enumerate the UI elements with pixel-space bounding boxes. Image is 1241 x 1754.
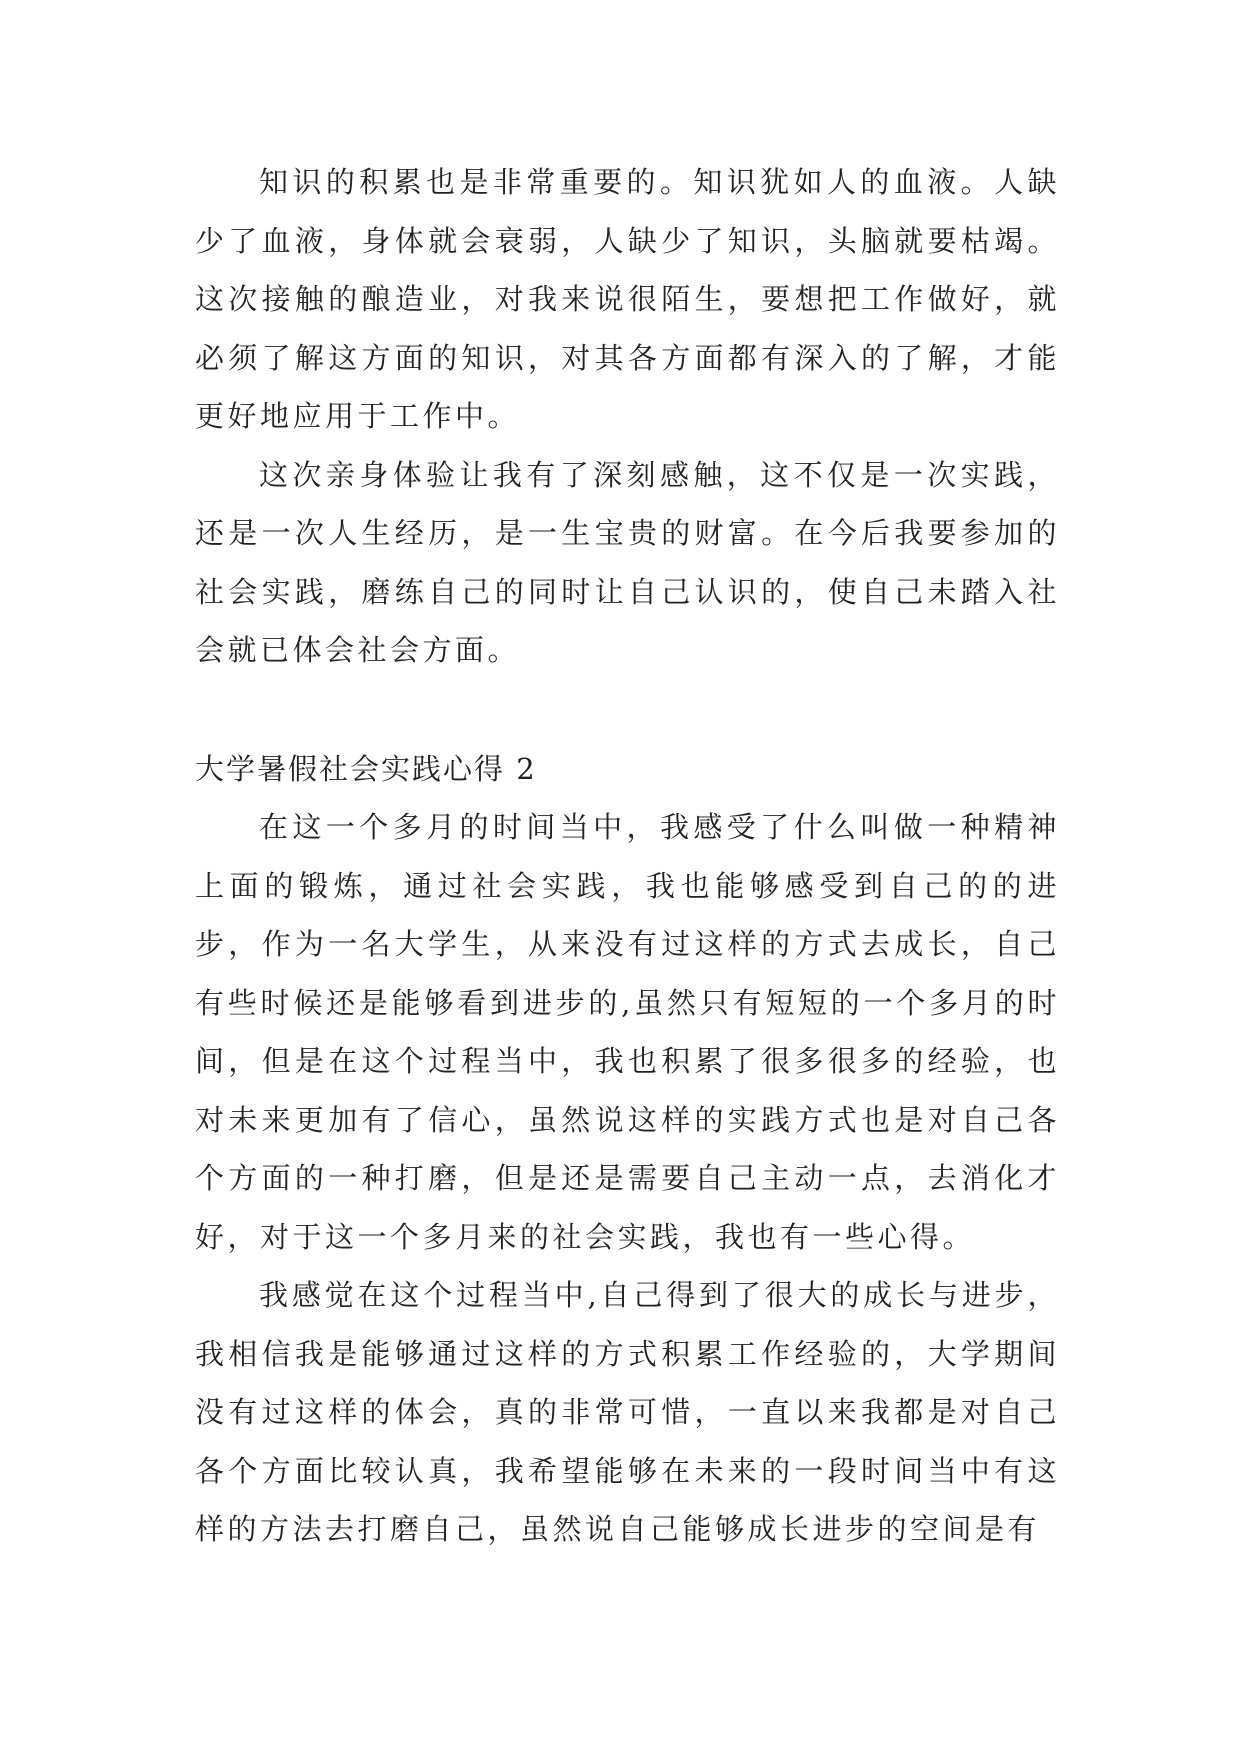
paragraph-growth: 我感觉在这个过程当中,自己得到了很大的成长与进步，我相信我是能够通过这样的方式积累工作经验的，大学期间没有过这样的体会，真的非常可惜，一直以来我都是对自己各个方面比较认真，我希望能够在未来的一段时间当中有这样的方法去打磨自己，虽然说自己能够成长进步的空间是有	[195, 1278, 1060, 1546]
paragraph-month-practice: 在这一个多月的时间当中，我感受了什么叫做一种精神上面的锻炼，通过社会实践，我也能够感受到自己的的进步，作为一名大学生，从来没有过这样的方式去成长，自己有些时候还是能够看到进步的,虽然只有短短的一个多月的时间，但是在这个过程当中，我也积累了很多很多的经验，也对未来更加有了信心，虽然说这样的实践方式也是对自己各个方面的一种打磨，但是还是需要自己主动一点，去消化才好，对于这一个多月来的社会实践，我也有一些心得。	[195, 810, 1060, 1254]
paragraph-knowledge: 知识的积累也是非常重要的。知识犹如人的血液。人缺少了血液，身体就会衰弱，人缺少了知识，头脑就要枯竭。这次接触的酿造业，对我来说很陌生，要想把工作做好，就必须了解这方面的知识，对其各方面都有深入的了解，才能更好地应用于工作中。	[195, 165, 1060, 433]
section-spacer	[195, 680, 1060, 740]
section-heading: 大学暑假社会实践心得 2	[195, 751, 537, 786]
document-body	[195, 153, 1060, 1559]
paragraph-experience: 这次亲身体验让我有了深刻感触，这不仅是一次实践，还是一次人生经历，是一生宝贵的财富。在今后我要参加的社会实践，磨练自己的同时让自己认识的，使自己未踏入社会就已体会社会方面。	[195, 457, 1060, 667]
